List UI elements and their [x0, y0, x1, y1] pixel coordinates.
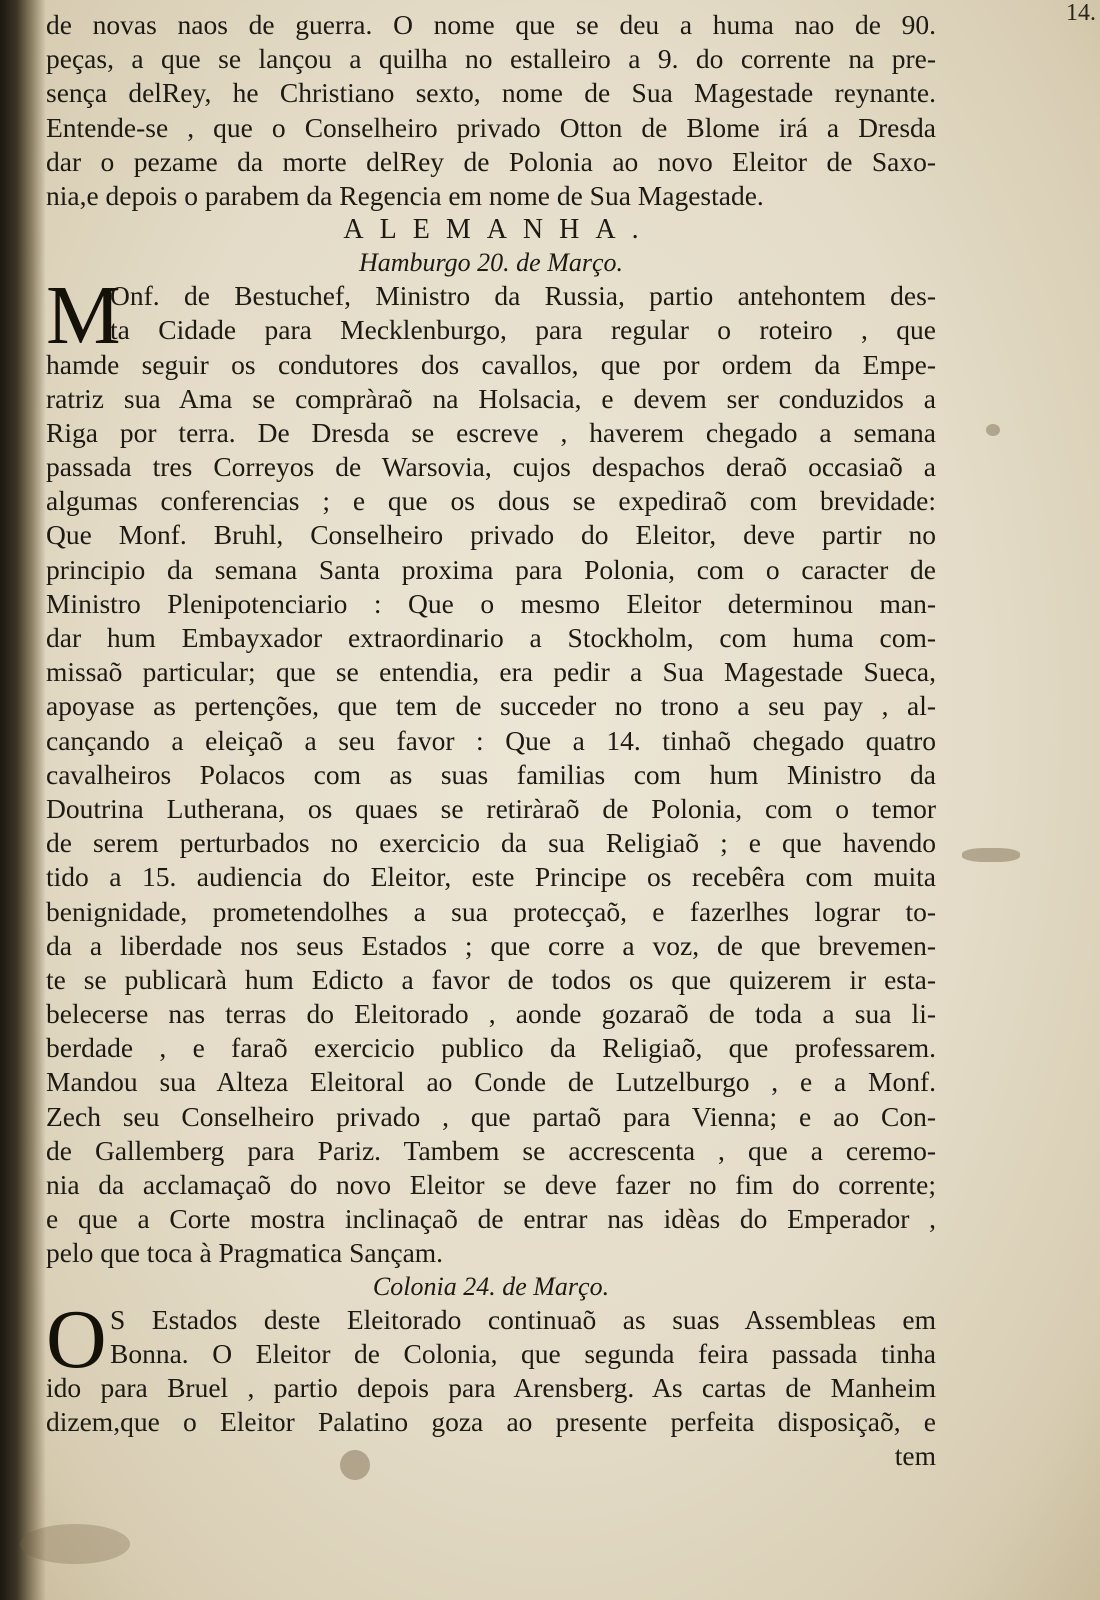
text-line: benignidade, prometendolhes a sua protecçaõ, e fazerlhes lograr to- — [46, 895, 936, 927]
text-line: ta Cidade para Mecklenburgo, para regular o roteiro , que — [110, 314, 936, 346]
text-line: cavalheiros Polacos com as suas familias com hum Ministro da — [46, 758, 936, 790]
text-line: hamde seguir os condutores dos cavallos, que por ordem da Empe- — [46, 348, 936, 380]
text-line: Ministro Plenipotenciario : Que o mesmo Eleitor determinou man- — [46, 587, 936, 619]
text-line: dar hum Embayxador extraordinario a Stockholm, com huma com- — [46, 622, 936, 653]
article-text — [46, 8, 936, 1474]
text-line: Bonna. O Eleitor de Colonia, que segunda feira passada tinha — [110, 1337, 936, 1369]
text-line: berdade , e faraõ exercicio publico da Religiaõ, que professarem. — [46, 1032, 936, 1064]
text-line: dizem,que o Eleitor Palatino goza ao presente perfeita disposiçaõ, e — [46, 1406, 936, 1438]
ink-stain — [20, 1524, 130, 1564]
text-line: de serem perturbados no exercicio da sua Religiaõ ; e que havendo — [46, 827, 936, 859]
section-heading: ALEMANHA. — [343, 214, 655, 246]
hamburgo-dateline: Hamburgo 20. de Março. — [358, 248, 624, 278]
text-line: apoyase as pertenções, que tem de succeder no trono a seu pay , al- — [46, 690, 936, 722]
text-line: nia,e depois o parabem da Regencia em nome de Sua Magestade. — [46, 179, 764, 211]
text-line: Riga por terra. De Dresda se escreve , haverem chegado a semana — [46, 416, 936, 448]
text-line: tido a 15. audiencia do Eleitor, este Principe os recebêra com muita — [46, 861, 936, 893]
text-line: Zech seu Conselheiro privado , que partaõ para Vienna; e ao Con- — [46, 1100, 936, 1132]
text-line: Mandou sua Alteza Eleitoral ao Conde de Lutzelburgo , e a Monf. — [46, 1066, 936, 1098]
text-line: Onf. de Bestuchef, Ministro da Russia, partio antehontem des- — [110, 280, 936, 312]
text-line: pelo que toca à Pragmatica Sançam. — [46, 1237, 444, 1269]
text-line: de Gallemberg para Pariz. Tambem se accrescenta , que a ceremo- — [46, 1134, 936, 1166]
colonia-paragraph — [46, 1292, 936, 1474]
text-line: Que Monf. Bruhl, Conselheiro privado do Eleitor, deve partir no — [46, 519, 936, 551]
text-line: de novas naos de guerra. O nome que se deu a huma nao de 90. — [46, 9, 936, 40]
text-line: nia da acclamaçaõ do novo Eleitor se deve fazer no fim do corrente; — [46, 1169, 936, 1200]
colonia-dateline: Colonia 24. de Março. — [372, 1271, 610, 1301]
catchword: tem — [894, 1440, 936, 1472]
book-gutter-shadow — [0, 0, 46, 1600]
text-line: cançando a eleiçaõ a seu favor : Que a 14. tinhaõ chegado quatro — [46, 724, 936, 756]
text-line: te se publicarà hum Edicto a favor de todos os que quizerem ir esta- — [46, 963, 936, 995]
hamburgo-paragraph — [46, 269, 936, 1270]
intro-paragraph — [46, 8, 936, 213]
text-line: ido para Bruel , partio depois para Arensberg. As cartas de Manheim — [46, 1371, 936, 1403]
text-line: belecerse nas terras do Eleitorado , aonde gozaraõ de toda a sua li- — [46, 998, 936, 1030]
text-line: S Estados deste Eleitorado continuaõ as suas Assembleas em — [110, 1303, 936, 1335]
drop-cap: O — [46, 1292, 107, 1386]
text-line: Doutrina Lutherana, os quaes se retiràraõ de Polonia, com o temor — [46, 792, 936, 824]
text-line: e que a Corte mostra inclinaçaõ de entrar nas idèas do Emperador , — [46, 1203, 936, 1235]
text-line: principio da semana Santa proxima para Polonia, com o caracter de — [46, 553, 936, 585]
drop-cap: M — [46, 269, 121, 363]
text-line: algumas conferencias ; e que os dous se expediraõ com brevidade: — [46, 485, 936, 517]
text-line: passada tres Correyos de Warsovia, cujos despachos deraõ occasiaõ a — [46, 451, 936, 483]
text-line: Entende-se , que o Conselheiro privado Otton de Blome irá a Dresda — [46, 111, 936, 143]
text-line: peças, a que se lançou a quilha no estalleiro a 9. do corrente na pre- — [46, 43, 936, 75]
ink-stain — [962, 848, 1020, 862]
page-number: 14. — [1066, 0, 1096, 26]
text-line: missaõ particular; que se entendia, era pedir a Sua Magestade Sueca, — [46, 656, 936, 688]
text-line: sença delRey, he Christiano sexto, nome de Sua Magestade reynante. — [46, 77, 936, 109]
text-line: da a liberdade nos seus Estados ; que corre a voz, de que brevemen- — [46, 929, 936, 961]
ink-stain — [986, 424, 1000, 436]
text-line: dar o pezame da morte delRey de Polonia ao novo Eleitor de Saxo- — [46, 145, 936, 177]
text-line: ratriz sua Ama se compràraõ na Holsacia, e devem ser conduzidos a — [46, 382, 936, 414]
